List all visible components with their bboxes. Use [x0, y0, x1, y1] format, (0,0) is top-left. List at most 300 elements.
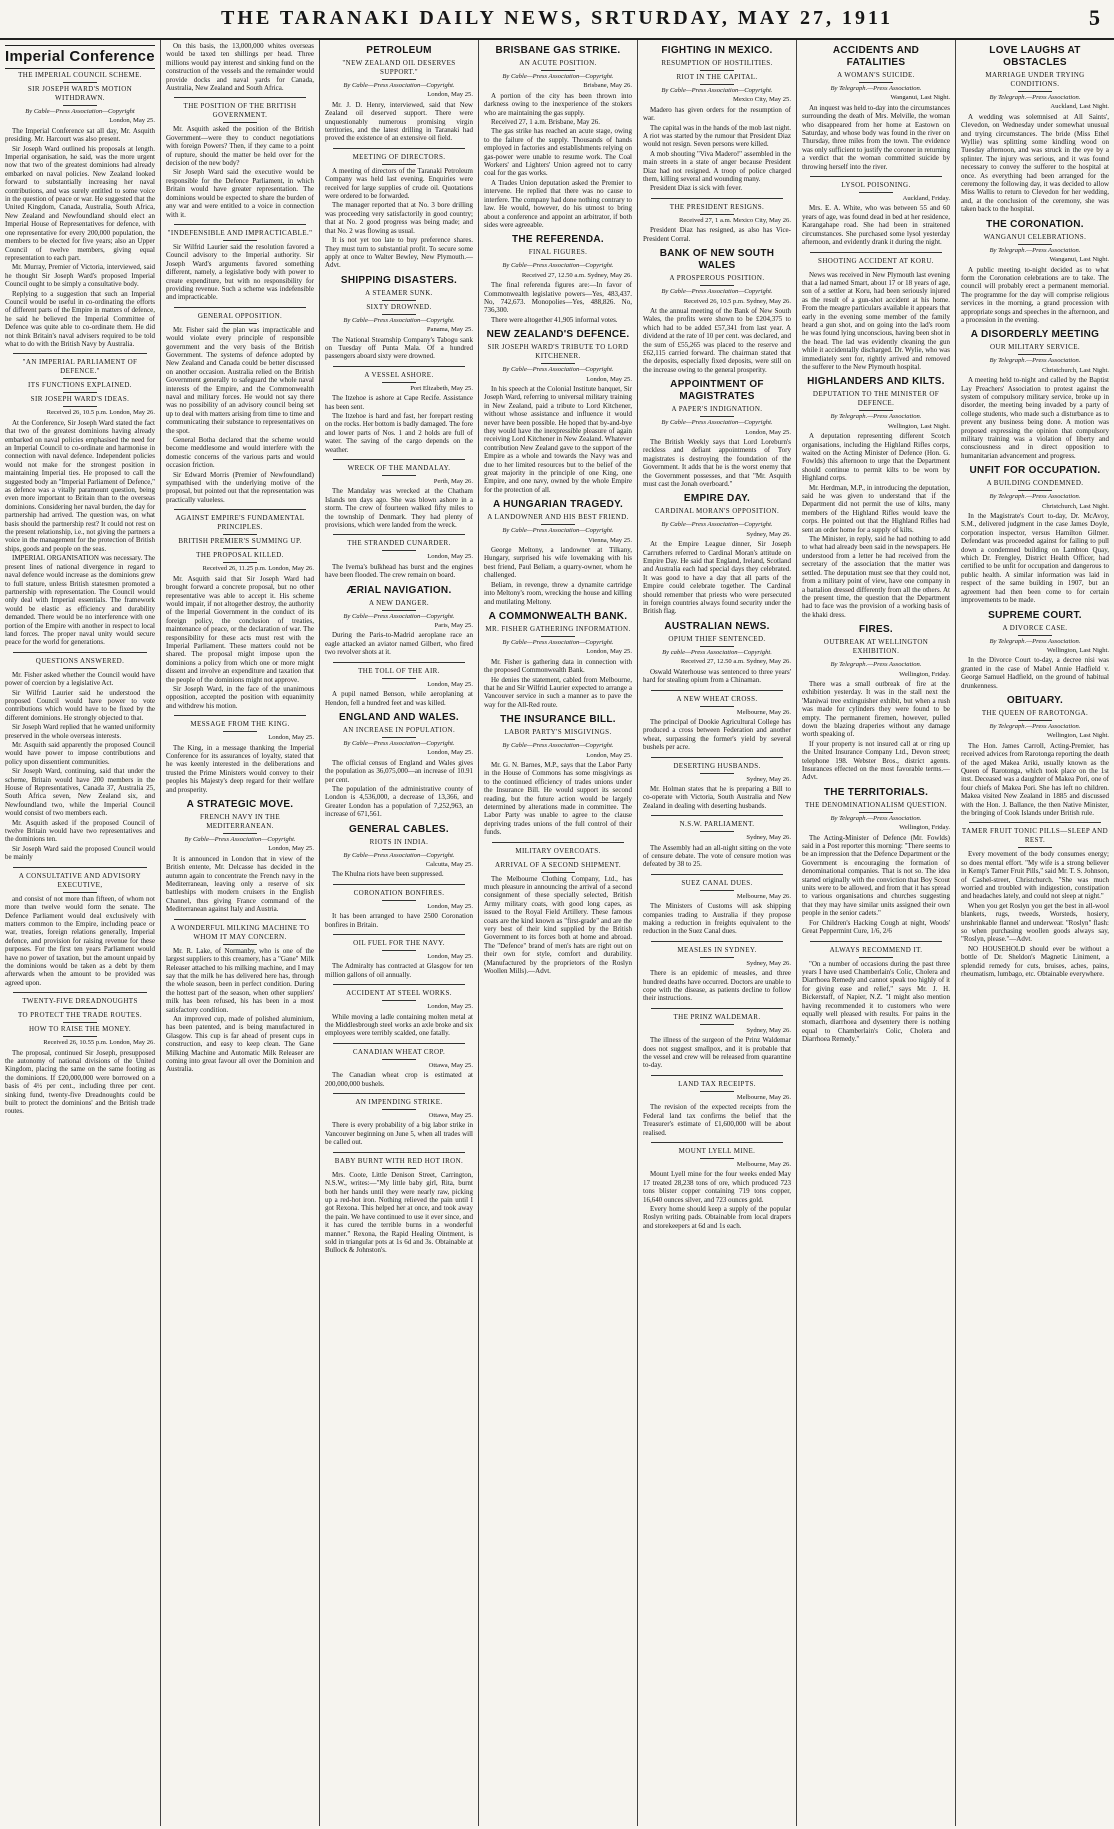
article-subheading: AN ACUTE POSITION. — [484, 59, 632, 71]
masthead — [0, 0, 1114, 40]
article-subheading: LABOR PARTY'S MISGIVINGS. — [484, 728, 632, 740]
article-dateline: Wanganui, Last Night. — [1049, 256, 1109, 264]
article-subheading: A NEW WHEAT CROSS. — [643, 695, 791, 707]
article-subheading: A STEAMER SUNK. — [325, 289, 473, 301]
article-headline: OBITUARY. — [1006, 694, 1064, 706]
article-headline: GENERAL CABLES. — [349, 823, 449, 835]
article-byline: By Telegraph.—Press Association. — [830, 814, 922, 822]
article-paragraph: "On a number of occasions during the past three years I have used Chamberlain's Colic, Cholera and Diarrhoea Remedy and cannot speak too highly of it for giving ease and relief," says Mr. J. H. Bickerstaff, of Napier, N.Z. "I might also mention having recommended it to customers who were equally well pleased with results. For pains in the stomach, diarrhoea and dysentery there is nothing equal to Chamberlain's Colic, Cholera and Diarrhoea Remedy." — [802, 959, 950, 1044]
article-subheading: THE IMPERIAL COUNCIL SCHEME. — [5, 71, 155, 83]
article-subheading: SIXTY DROWNED. — [325, 303, 473, 315]
article-paragraph: A deputation representing different Scotch organisations, including the Highland Rifles corps, waited on the Acting Minister of Defence (Hon. G. Fowlds) this afternoon to urge that the Department should continue to permit kilts to be worn by Highland corps. — [802, 432, 950, 483]
article-subheading: SIR JOSEPH WARD'S IDEAS. — [5, 395, 155, 407]
article-headline: BRISBANE GAS STRIKE. — [495, 45, 621, 56]
article-paragraph: The Itzehoe is hard and fast, her forepart resting on the rocks. Her bottom is badly damaged. The fore and lower parts of Nos. 1 and 2 holds are full of water. The saving of the cargo depends on the weather. — [325, 411, 473, 454]
article — [325, 662, 473, 707]
article — [961, 45, 1109, 214]
article-paragraph: Madero has given orders for the resumption of war. — [643, 105, 791, 123]
article-dateline: Melbourne, May 26. — [736, 892, 791, 900]
article-paragraph: Mr. Asquith asked if the proposed Council of twelve Britain would have two representatives and the dominions ten. — [5, 818, 155, 844]
article-paragraph: Sir Joseph Ward said the executive would be responsible for the Defence Parliament, in which Britain would have greater representation. The dominions would be expected to share the burden of any war and were entitled to a voice in connection with it. — [166, 168, 314, 219]
article-headline: A COMMONWEALTH BANK. — [488, 610, 628, 622]
article — [643, 493, 791, 615]
article-dateline: Wellington, Last Night. — [887, 422, 950, 430]
article — [166, 224, 314, 302]
article-dateline: Sydney, May 26. — [746, 775, 791, 783]
article — [643, 45, 791, 193]
article-subheading: THE POSITION OF THE BRITISH GOVERNMENT. — [166, 102, 314, 123]
article-byline: By Telegraph.—Press Association. — [989, 637, 1081, 645]
section-divider — [174, 97, 306, 98]
column-3 — [320, 42, 478, 1822]
article-dateline: Wanganui, Last Night. — [890, 94, 950, 102]
article-subheading: BRITISH PREMIER'S SUMMING UP. — [166, 537, 314, 549]
article-byline: By Telegraph.—Press Association. — [989, 94, 1081, 101]
article — [166, 42, 314, 92]
article — [166, 97, 314, 218]
article-paragraph: A meeting held to-night and called by the Baptist Lay Preachers' Association to protest against the system of compulsory military service, broke up in disorder, the meeting being invaded by a party of college students, who made such a disturbance as to prevent any business being done. A motion was proposed expressing the opinion that compulsory military training was a violation of liberty and consciousness and in direct opposition to humanitarian advancement and progress. — [961, 376, 1109, 460]
article-subheading: FRENCH NAVY IN THE MEDITERRANEAN. — [166, 813, 314, 834]
article-paragraph: An inquest was held to-day into the circumstances surrounding the death of Mrs. Melville, the woman who disappeared from her home at Eastown on Saturday, and whose body was found in the river on Thursday, three miles from the town. The evidence was only sufficient to justify the coroner in returning a verdict that the woman committed suicide by throwing herself into the river. — [802, 103, 951, 171]
article — [325, 1093, 473, 1147]
article-subheading: CANADIAN WHEAT CROP. — [325, 1048, 473, 1060]
column-7 — [956, 42, 1114, 1822]
article-paragraph: Mrs. E. A. White, who was between 55 and 60 years of age, was found dead in bed at her residence, Karangahape road. She had been in straitened circumstances. She purchased some lysol yesterday afternoon, and evidently drank it during the night. — [802, 204, 950, 247]
article-subheading: A BUILDING CONDEMNED. — [961, 479, 1109, 491]
article-paragraph: A pupil named Benson, while aeroplaning at Hendon, fell a hundred feet and was killed. — [325, 690, 473, 707]
article-dateline: Panama, May 25. — [426, 326, 473, 334]
article-paragraph: A Trades Union deputation asked the Premier to intervene. He replied that there was no cause to interfere. The company had done nothing contrary to law. He would, however, do his utmost to bring about a conference and appoint an arbitrator, if both sides were agreeable. — [484, 178, 632, 229]
article — [961, 219, 1109, 325]
article — [166, 799, 314, 914]
article-dateline: Sydney, May 26. — [746, 959, 791, 967]
article-dateline: Vienna, May 25. — [588, 536, 632, 544]
article-subheading: RIOTS IN INDIA. — [325, 838, 473, 850]
article-subheading: OPIUM THIEF SENTENCED. — [643, 635, 791, 647]
article-paragraph: Mount Lyell mine for the four weeks ended May 17 treated 28,238 tons of ore, which produced 723 tons blister copper containing 719 tons copper, 16,640 ounces silver, and 723 ounces gold. — [643, 1170, 791, 1204]
article — [961, 610, 1109, 690]
article-paragraph: An improved cup, made of polished aluminium, has been patented, and is being manufactured in Glasgow. This cup is far ahead of present cups in construction, and easy to keep clean. The Gane Milking Machine and Automatic Milk Releaser are coming into great favour all over the Dominion and Australia. — [166, 1014, 314, 1074]
article-subheading: TWENTY-FIVE DREADNOUGHTS — [5, 997, 155, 1009]
article-paragraph: The Assembly had an all-night sitting on the vote of censure debate. The vote of censure motion was defeated by 38 to 25. — [643, 843, 791, 869]
article-subheading: BABY BURNT WITH RED HOT IRON. — [325, 1157, 473, 1169]
article-dateline: Wellington, Last Night. — [1046, 732, 1109, 740]
article-subheading: SIR JOSEPH WARD'S TRIBUTE TO LORD KITCHENER. — [484, 343, 632, 364]
section-divider — [174, 224, 306, 225]
article-byline: By Cable—Press Association—Copyright. — [502, 73, 614, 80]
article-paragraph: The Hon. James Carroll, Acting-Premier, has received advices from Rarotonga reporting the death of the aged Makea Ariki, usually known as the Queen of Rarotonga, which took place on the 1st inst. Deceased was a daughter of Makea Pori, one of four chiefs of Makea Pori. She has left no children. Makea visited New Zealand in 1885 and discussed with the Hon. J. Ballance, the then Native Minister, the bringing of Cook Islands under British rule. — [961, 741, 1109, 817]
article-byline: By Telegraph.—Press Association. — [989, 357, 1081, 365]
article-dateline: Christchurch, Last Night. — [1041, 502, 1109, 510]
page-number: 5 — [1089, 5, 1100, 30]
article-paragraph: Sir Joseph Ward replied that he wanted uniformity preserved in the whole overseas interests. — [5, 723, 155, 740]
article-dateline: London, May 25. — [427, 749, 473, 757]
article-dateline: Calcutta, May 25. — [425, 860, 473, 868]
article-byline: By Cable—Press Association—Copyright. — [502, 262, 614, 270]
article-paragraph: At the Empire League dinner, Sir Joseph Carruthers referred to Cardinal Moran's attitude on Empire Day. He said that England, Ireland, Scotland and Australia each had special days they celebrated. It was good to have a day that all parts of the Empire could celebrate together. The Cardinal should remember that priests who were persecuted in foreign countries always found security under the British flag. — [643, 540, 791, 616]
article-paragraph: The Iverna's bulkhead has burst and the engines have been flooded. The crew remain on board. — [325, 562, 473, 580]
article — [643, 815, 791, 869]
article-headline: AUSTRALIAN NEWS. — [664, 620, 770, 632]
article-paragraph: The illness of the surgeon of the Prinz Waldemar does not suggest smallpox, and it is probable that the vessel and crew will be released from quarantine to-day. — [643, 1036, 791, 1070]
article-byline: By cable—Press Association—Copyright. — [662, 648, 772, 656]
article-paragraph: Oswald Waterhouse was sentenced to three years' hard for stealing opium from a Chinaman. — [643, 667, 791, 685]
article-paragraph: Mr. Asquith said that Sir Joseph Ward had brought forward a concrete proposal, but no other representative was able to accept it. His scheme would impair, if not altogether destroy, the authority of the Imperial Government in the conduct of its foreign policy, the conclusion of treaties, maintenance of peace, or the declaration of war. The responsibility for these acts must rest with the Imperial Parliament. These matters could not be shared. The proposal might impose upon the dominions a policy from which one or more might dissent and involve an expenditure and taxation that the people of the dominions might not approve. — [166, 574, 314, 684]
article-dateline: London, May 25. — [586, 648, 632, 656]
article-paragraph: The population of the administrative county of London is 4,536,000, a decrease of 13,366, and Greater London has a population of 7,252,963, an increase of 671,561. — [325, 784, 473, 819]
article-subheading: SUEZ CANAL DUES. — [643, 879, 791, 891]
section-divider — [651, 1008, 783, 1009]
article — [961, 465, 1109, 604]
article — [484, 842, 632, 976]
article — [802, 176, 950, 246]
article — [166, 919, 314, 1074]
article — [643, 941, 791, 1003]
column-4 — [479, 42, 637, 1822]
article — [643, 198, 791, 243]
article-subheading: AGAINST EMPIRE'S FUNDAMENTAL PRINCIPLES. — [166, 514, 314, 535]
article — [643, 1008, 791, 1070]
article-subheading: HOW TO RAISE THE MONEY. — [5, 1025, 155, 1037]
article-subheading: MILITARY OVERCOATS. — [484, 847, 632, 859]
article-paragraph: When you get Roslyn you get the best in all-wool blankets, rugs, tweeds, Worsteds, hosiery, unshrinkable flannel and underwear. "Roslyn" flash: so when purchasing woollen goods always say, "Roslyn, please."—Advt. — [961, 901, 1109, 944]
article — [643, 379, 791, 488]
article-subheading: A CONSULTATIVE AND ADVISORY EXECUTIVE, — [5, 872, 155, 893]
article — [325, 534, 473, 579]
article-headline: ÆRIAL NAVIGATION. — [346, 584, 452, 596]
article-paragraph: A portion of the city has been thrown into darkness owing to the inexperience of the stokers who are maintaining the gas supply. — [484, 91, 632, 117]
article — [325, 366, 473, 454]
article-paragraph: Mr. Murray, Premier of Victoria, interviewed, said he thought Sir Joseph Ward's proposed Imperial Council ought to be simply a consultative body. — [5, 263, 155, 289]
article-paragraph: Every home should keep a supply of the popular Roslyn writing pads. Obtainable from local drapers and storekeepers at 6d and 1s each. — [643, 1204, 791, 1230]
article — [166, 307, 314, 505]
article-dateline: Sydney, May 26. — [746, 834, 791, 842]
section-divider — [333, 459, 465, 460]
article — [325, 824, 473, 879]
article-headline: THE REFERENDA. — [512, 234, 604, 246]
article-paragraph: At the annual meeting of the Bank of New South Wales, the profits were shown to be £204,375 to which had to be added £57,341 from last year. A dividend at the rate of 10 per cent. was declared, and the sum of £55,265 was placed to the reserve and £62,115 carried forward. The chairman stated that the deposits, especially fixed deposits, were still on the increase owing to the general prosperity. — [643, 306, 791, 374]
article-subheading: ARRIVAL OF A SECOND SHIPMENT. — [484, 861, 632, 873]
article-subheading: FINAL FIGURES. — [484, 248, 632, 260]
article-byline: By Telegraph.—Press Association. — [989, 246, 1081, 254]
section-divider — [13, 867, 147, 868]
article-subheading: ALWAYS RECOMMEND IT. — [802, 946, 950, 958]
article-paragraph: Sir Wilfrid Laurier said the resolution favored a Council advisory to the Imperial authority. Sir Joseph Ward's arguments favored something different, namely, a legislative body with power to create expenditure, but with no responsibility for providing revenue. Such a scheme was indefensible and impracticable. — [166, 242, 314, 302]
article-headline: EMPIRE DAY. — [683, 493, 751, 505]
article-byline: By Telegraph.—Press Association. — [989, 722, 1081, 730]
article-headline: A STRATEGIC MOVE. — [186, 799, 294, 811]
article-dateline: Sydney, May 26. — [746, 530, 791, 538]
article-paragraph: Sir Joseph Ward said the proposed Council would be mainly — [5, 844, 155, 862]
section-divider — [651, 815, 783, 816]
article-headline: ENGLAND AND WALES. — [338, 711, 460, 723]
article-paragraph: A wedding was solemnised at All Saints', Clevedon, on Wednesday under somewhat unusual and trying circumstances. The bride (Miss Ethel Wyllie) was splitting some kindling wood on Tuesday afternoon, and was struck in the eye by a splinter. The injury was serious, and it was found necessary to convey the sufferer to the hospital at once. As everything had been arranged for the ceremony the following day, it was decided to allow Miss Wallis to return to Clevedon for her wedding, and, at the conclusion of the ceremony, she was taken back to the hospital. — [961, 112, 1109, 214]
article-subheading: AN INCREASE IN POPULATION. — [325, 726, 473, 738]
article-subheading: GENERAL OPPOSITION. — [166, 312, 314, 324]
article-dateline: Perth, May 26. — [433, 478, 473, 485]
article-paragraph: In the Magistrate's Court to-day, Dr. McAvoy, S.M., delivered judgment in the case James Doyle, corporation inspector, versus Hamilton Gilmer. Defendant was proceeded against for failing to pull down a condemned building on Lambton Quay, which Dr. Frengley, District Health Officer, had certified to be unfit for occupation and dangerous to public health. A similar information was laid in respect of the same building in 1907, but an agreement had then been come to for certain improvements to be made. — [961, 512, 1109, 605]
article — [802, 787, 950, 936]
section-divider — [651, 1142, 783, 1143]
article-paragraph: In his speech at the Colonial Institute banquet, Sir Joseph Ward, referring to universal military training in New Zealand, paid a tribute to Lord Kitchener, without whose assistance and influence it would never have been possible. He hoped that by-and-bye they would have the inexpressible pleasure of again receiving Lord Kitchener in New Zealand. Whatever contribution New Zealand gave to the support of the Empire as a whole and towards the Navy was and due to her limited resources but to the belief of the great majority in the principle of one King, one Empire, and one navy, owned by the whole Empire for the protection of all. — [484, 384, 632, 494]
article-paragraph: Mr. Fisher is gathering data in connection with the proposed Commonwealth Bank. — [484, 657, 632, 675]
article-subheading: THE TOLL OF THE AIR. — [325, 667, 473, 679]
article-paragraph: NO HOUSEHOLD should ever be without a bottle of Dr. Sheldon's Magnetic Liniment, a splendid remedy for cuts, bruises, aches, pains, rheumatism, lumbago, etc. Obtainable everywhere. — [961, 944, 1109, 979]
article-paragraph: He denies the statement, cabled from Melbourne, that he and Sir Wilfrid Laurier expected to arrange a Vancouver service in such a manner as to pave the way for the All-Red route. — [484, 675, 632, 709]
article-dateline: Ottawa, May 25. — [428, 1061, 473, 1069]
article-dateline: Port Elizabeth, May 25. — [410, 384, 473, 392]
article-paragraph: Sir Joseph Ward outlined his proposals at length. Imperial organisation, he said, was the more urgent now that two of the greatest dominions had already embarked on naval policies. New Zealand looked forward to substantially increasing her naval contributions, and was surely entitled to some voice in the question of peace or war. He suggested that the United Kingdom, Canada, Australia, South Africa, New Zealand and Newfoundland should elect an Imperial House of Representatives for defence, with one representative for every 200,000 population, the members to be elected for five years; also an Upper Council of twelve members, giving equal representation to each part. — [5, 144, 155, 262]
article-dateline: Melbourne, May 26. — [736, 708, 791, 716]
article-dateline: London, May 25. — [427, 902, 473, 910]
article-paragraph: Mrs. Coote, Little Denison Street, Carrington, N.S.W., writes:—"My little baby girl, Rita, burnt both her hands until they were nearly raw, picking up a red-hot iron. Nothing relieved the pain until I got Rexona. This helped her at once, and took away the pain. We have continued to use it ever since, and it has cured the terrible burns in a wonderful manner." Rexona, the Rapid Healing Ointment, is sold in triangular pots at 1s 6d and 3s. Obtainable at Bullock & Johnston's. — [325, 1170, 473, 1255]
article-paragraph: Received 27, 1 a.m. Brisbane, May 26. — [491, 118, 601, 127]
article-subheading: CORONATION BONFIRES. — [325, 889, 473, 901]
article-byline: By Cable—Press Association—Copyright. — [661, 419, 773, 427]
article — [802, 45, 950, 171]
article-headline: FIRES. — [858, 624, 894, 636]
article-subheading: AN IMPENDING STRIKE. — [325, 1098, 473, 1110]
article-paragraph: On this basis, the 13,000,000 whites overseas would be taxed ten shillings per head. Three millions would pay interest and sinking fund on the construction of the vessels and the remainder would provide docks and naval yards for Canada, Australia, New Zealand and South Africa. — [166, 42, 314, 93]
article-dateline: Auckland, Friday. — [902, 195, 950, 203]
article-byline: By Cable—Press Association—Copyright. — [184, 836, 296, 844]
article-dateline: Received 26, 11.25 p.m. London, May 26. — [202, 565, 314, 573]
article-byline: By Telegraph.—Press Association. — [830, 661, 922, 669]
article-paragraph: The manager reported that at No. 3 bore drilling was proceeding very satisfactorily in good country; that at No. 2 good progress was being made; and that No. 2 was flowing as usual. — [325, 201, 473, 235]
article — [484, 499, 632, 606]
article-dateline: London, May 25. — [427, 680, 473, 688]
article-paragraph: Mr. Herdman, M.P., in introducing the deputation, said he was given to understand that if the Department did not permit the use of kilts, many members of the Highland Rifles would leave the corps. He pointed out that the Highland Rifles had sent an order home for a supply of kilts. — [802, 483, 950, 534]
section-divider — [333, 1152, 465, 1153]
section-divider — [651, 198, 783, 199]
article-subheading: OUTBREAK AT WELLINGTON EXHIBITION. — [802, 638, 950, 659]
article-paragraph: Sir Wilfrid Laurier said he understood the proposed Council would have power to vote contributions which would have to be fixed by the different dominions. He strongly objected to that. — [5, 688, 155, 722]
article-subheading: A PAPER'S INDIGNATION. — [643, 405, 791, 417]
article-paragraph: The Melbourne Clothing Company, Ltd., has much pleasure in announcing the arrival of a second consignment of these specially selected, British Army military coats, with good long capes, as issued to the Royal Field Artillery. These famous coats are the kind known as "first-grade" and are the very best of their kind supplied by the British Government to its forces both at home and abroad. The "Defence" brand of men's hats are right out on their own for style, comfort and durability. (Manufactured by the proprietors of the Roslyn Woollen Mills).—Advt. — [484, 874, 632, 976]
article-headline: THE INSURANCE BILL. — [500, 714, 616, 726]
article — [961, 822, 1109, 978]
article-dateline: Wellington, Friday. — [899, 670, 950, 678]
article-byline: By Cable—Press Association—Copyright. — [502, 742, 614, 750]
article-subheading: MARRIAGE UNDER TRYING CONDITIONS. — [961, 71, 1109, 92]
section-divider — [13, 652, 147, 653]
article — [325, 934, 473, 979]
section-divider — [810, 941, 942, 942]
article — [325, 984, 473, 1038]
article-paragraph: Mr. Asquith said apparently the proposed Council would have power to impose contributions and policy upon dissentient communities. — [5, 741, 155, 766]
article-paragraph: A public meeting to-night decided as to what form the Coronation celebrations are to take. The council will probably erect a permanent memorial. The programme for the day will comprise religious services in the morning, a grand procession with appropriate songs and speeches in the afternoon, and a procession in the evening. — [961, 265, 1109, 324]
article-paragraph: A mob shouting "Viva Madero!" assembled in the main streets in a state of anger because President Diaz had not resigned. A troop of police charged them, killing several and wounding many. — [643, 149, 791, 184]
article-subheading: "INDEFENSIBLE AND IMPRACTICABLE." — [166, 229, 314, 241]
article-paragraph: It is announced in London that in view of the British entente, Mr. Delcasse has decided in the autumn again to concentrate the French navy in the Mediterranean, leaving only a reserve of six battleships with modern cruisers in the English Channel, thus giving France command of the Mediterranean against Italy and Austria. — [166, 854, 314, 914]
article-paragraph: The Mandalay was wrecked at the Chatham Islands ten days ago. She was blown ashore in a storm. The crew of fourteen walked fifty miles to the township of Denmark. They had plenty of provisions, which were landed from the wreck. — [325, 487, 473, 530]
article-paragraph: Every movement of the body consumes energy; so does mental effort. "My wife is a strong believer in Kemp's Tamer Fruit Pills," said Mr. T. S. Johnson, of Cashel-street, Christchurch. "She was much worried and troubled with indigestion, constipation and headaches lately, and could not sleep at night." — [961, 850, 1109, 901]
article-byline: By Cable—Press Association—Copyright — [25, 108, 135, 115]
article-byline: By Cable—Press Association—Copyright. — [661, 87, 773, 94]
article-paragraph: The Khulna riots have been suppressed. — [332, 870, 444, 879]
article-subheading: "NEW ZEALAND OIL DESERVES SUPPORT." — [325, 59, 473, 80]
article-subheading: MESSAGE FROM THE KING. — [166, 720, 314, 732]
section-divider — [333, 366, 465, 367]
section-divider — [651, 874, 783, 875]
article-subheading: THE PRESIDENT RESIGNS. — [643, 203, 791, 215]
section-divider — [492, 842, 624, 843]
article — [643, 1075, 791, 1137]
article-byline: By Cable—Press Association—Copyright. — [502, 527, 614, 535]
article-subheading: A WONDERFUL MILKING MACHINE TO WHOM IT MAY CONCERN. — [166, 924, 314, 945]
article-headline: UNFIT FOR OCCUPATION. — [969, 465, 1101, 477]
article — [325, 884, 473, 929]
article-byline: By Telegraph.—Press Association. — [830, 85, 922, 92]
article-subheading: THE STRANDED CUNARDER. — [325, 539, 473, 551]
article-subheading: ITS FUNCTIONS EXPLAINED. — [5, 381, 155, 393]
article-subheading: OUR MILITARY SERVICE. — [961, 343, 1109, 355]
article-headline: LOVE LAUGHS AT OBSTACLES — [989, 45, 1081, 68]
article — [643, 690, 791, 752]
article-dateline: London, May 25. — [427, 553, 473, 561]
article-subheading: MR. FISHER GATHERING INFORMATION. — [484, 625, 632, 637]
article-headline: SUPREME COURT. — [988, 609, 1082, 621]
article-paragraph: The King, in a message thanking the Imperial Conference for its assurances of loyalty, stated that he was keenly interested in the deliberations and trusted the Prime Ministers would convey to their peoples his Majesty's deep regard for their welfare and prosperity. — [166, 743, 314, 794]
article — [484, 45, 632, 229]
column-5 — [638, 42, 796, 1822]
article — [5, 652, 155, 862]
article-subheading: RESUMPTION OF HOSTILITIES. — [643, 59, 791, 71]
article-paragraph: The final referenda figures are:—In favor of Commonwealth legislative powers—Yes, 483,437. No, 742,673. Monopolies—Yes, 488,826. No, 736,300. — [484, 281, 632, 315]
article — [325, 45, 473, 143]
article — [802, 252, 950, 372]
article-paragraph: Mr. R. Lake, of Normanby, who is one of the largest suppliers to this creamery, has a "Gane" Milk Releaser attached to his milking machine, and I may say that the milk he has delivered here has, through the whole season, been in perfect condition. During the hottest part of the season, when other suppliers' milk has been refused, his has been in a most satisfactory condition. — [166, 946, 314, 1014]
article-paragraph: The British Weekly says that Lord Loreburn's reckless and defiant appointments of Tory magistrates is destroying the foundation of the Government. It adds that he is the worst enemy that the Government possesses, and that "Mr. Asquith must cast the Jonah overboard." — [643, 437, 791, 488]
article — [325, 1043, 473, 1088]
article-subheading: TO PROTECT THE TRADE ROUTES. — [5, 1011, 155, 1023]
article-paragraph: Mr. Asquith asked the position of the British Government—were they to conduct negotiations with foreign Powers? Then, if they came to a point of rupture, should the matter be held over for the decision of the new body? — [166, 125, 314, 168]
column-6 — [797, 42, 955, 1822]
article-subheading: CARDINAL MORAN'S OPPOSITION. — [643, 507, 791, 519]
article-subheading: LAND TAX RECEIPTS. — [643, 1080, 791, 1092]
article-paragraph: There is every probability of a big labor strike in Vancouver beginning on June 5, when all trades will be called out. — [325, 1121, 473, 1147]
article-byline: By Telegraph.—Press Association. — [989, 493, 1081, 501]
article-byline: By Cable—Press Association—Copyright. — [661, 521, 773, 529]
section-divider — [174, 307, 306, 308]
article-paragraph: Sir Edward Morris (Premier of Newfoundland) sympathised with the underlying motive of the proposal, but pointed out that the representation was practically valueless. — [166, 470, 314, 504]
article — [325, 148, 473, 270]
article-headline: THE TERRITORIALS. — [823, 786, 929, 798]
section-divider — [333, 1043, 465, 1044]
article-paragraph: News was received in New Plymouth last evening that a lad named Smart, about 17 or 18 years of age, son of a settler at Koru, had been seriously injured as the result of a gun-shot accident at his home. From the meagre particulars available it appears that early in the evening some member of the family heard a gun shot, and on going into the lad's room he was found lying unconscious, having been shot in the head. The lad was evidently cleaning the gun while it accidentally discharged. Dr. Wylie, who was immediately sent for, rightly arrived and removed the sufferer to the New Plymouth hospital. — [802, 270, 950, 371]
article-paragraph: and consist of not more than fifteen, of whom not more than twelve would form the senate. The Defence Parliament would deal exclusively with matters common to the Empire, including peace or war, treaties, foreign relations generally, Imperial defence, and provision for raising revenue for these purposes. For the first ten years Parliament would have no power of taxation, but the amount unpaid by the dominions would be taken as a debt by them afterwards when the amount to be provided was agreed upon. — [5, 894, 155, 987]
article-paragraph: In the Divorce Court to-day, a decree nisi was granted in the case of Mabel Annie Hadfield v. George Samuel Hadfield, on the ground of habitual drunkenness. — [961, 656, 1109, 690]
masthead-title: THE TARANAKI DAILY NEWS, SRTURDAY, MAY 27, 1911 — [221, 7, 893, 29]
article-dateline: Melbourne, May 26. — [736, 1093, 791, 1101]
article-paragraph: The revision of the expected receipts from the Federal land tax confirms the belief that the Treasurer's estimate of £1,600,000 will be about realised. — [643, 1103, 791, 1137]
article-dateline: Melbourne, May 26. — [736, 1160, 791, 1168]
section-divider — [333, 148, 465, 149]
section-divider — [13, 992, 147, 993]
article-dateline: London, May 25. — [109, 117, 155, 125]
article-dateline: Mexico City, May 25. — [733, 96, 791, 104]
article — [325, 459, 473, 529]
article-byline: By Telegraph.—Press Association. — [830, 413, 922, 421]
article-paragraph: The Ministers of Customs will ask shipping companies trading to Australia if they propose making a reduction in freights equivalent to the reduction in the Suez Canal dues. — [643, 902, 791, 936]
article-subheading: MEASLES IN SYDNEY. — [643, 946, 791, 958]
article — [802, 376, 950, 619]
article-paragraph: President Diaz is sick with fever. — [650, 184, 743, 193]
article-paragraph: There was a small outbreak of fire at the exhibition yesterday. It was in the stall next the 'Maniwai tree extinguisher exhibit, but when a rush was made for cylinders they were found to be empty. The permanent firemen, however, pulled down the blazing draperies without any damage worth speaking of. — [802, 679, 950, 739]
article-headline: ACCIDENTS AND FATALITIES — [832, 45, 920, 68]
article — [961, 695, 1109, 817]
section-divider — [651, 757, 783, 758]
section-divider — [13, 353, 147, 354]
article-headline: FIGHTING IN MEXICO. — [661, 45, 773, 56]
article-headline: BANK OF NEW SOUTH WALES — [659, 248, 775, 272]
section-divider — [810, 176, 942, 177]
article — [484, 234, 632, 324]
section-divider — [174, 509, 306, 510]
article-subheading: THE QUEEN OF RAROTONGA. — [961, 709, 1109, 721]
article-subheading: SHOOTING ACCIDENT AT KORU. — [802, 257, 950, 269]
section-divider — [969, 822, 1101, 823]
article-subheading: A PROSPEROUS POSITION. — [643, 274, 791, 286]
article-paragraph: While moving a ladle containing molten metal at the Middlesbrough steel works an axle broke and six employees were terribly scalded, one fatally. — [325, 1012, 473, 1038]
article-byline: By Cable—Press Association—Copyright. — [502, 638, 614, 646]
article-subheading: N.S.W. PARLIAMENT. — [643, 820, 791, 832]
article-paragraph: The National Steamship Company's Tabogu sank on Tuesday off Punta Mala. Of a hundred passengers aboard sixty were drowned. — [325, 335, 473, 361]
article-subheading: A WOMAN'S SUICIDE. — [802, 71, 950, 83]
article-subheading: A LANDOWNER AND HIS BEST FRIEND. — [484, 513, 632, 525]
article-dateline: Received 26, 10.5 p.m. London, May 26. — [46, 409, 155, 417]
article-paragraph: The gas strike has reached an acute stage, owing to the failure of the supply. Thousands of hands employed in factories and establishments relying on gas-power were unable to resume work. The Coal Workers' and Lighters' Union agreed not to carry coal for the gas works. — [484, 127, 632, 178]
article-paragraph: Replying to a suggestion that such an Imperial Council would be useful in co-ordinating the efforts of different parts of the Empire in matters of defence, he said he believed the Imperial Committee of Defence was quite able to co-ordinate them. He did not think Britain's naval advisers required to be told what to do with the British Navy by Australia. — [5, 289, 155, 348]
article-subheading: MEETING OF DIRECTORS. — [325, 153, 473, 165]
article-byline: By Cable—Press Association—Copyright. — [343, 612, 455, 620]
section-divider — [651, 690, 783, 691]
article-paragraph: The Acting-Minister of Defence (Mr. Fowlds) said in a Post reporter this morning: "There seems to be an impression that the Defence Department or the Government is encouraging the formation of denominational companies. That is not so. The idea started originally with the conviction that Boy Scout units were to be allowed, and from that it has spread to various organisations and churches suggesting that they may have similar units assigned their own people in the senior cadets." — [802, 833, 950, 918]
article — [643, 1142, 791, 1230]
article-paragraph: Sir Joseph Ward, in the face of the unanimous opposition, accepted the position with equanimity and withdrew his motion. — [166, 684, 314, 710]
article-headline: Imperial Conference — [5, 45, 155, 69]
article-dateline: Paris, May 25. — [434, 622, 473, 630]
article-headline: HIGHLANDERS AND KILTS. — [807, 376, 945, 388]
article — [5, 353, 155, 646]
article-paragraph: There is an epidemic of measles, and three hundred deaths have occurred. Doctors are unable to cope with the disease, as patients decline to follow their instructions. — [643, 969, 791, 1003]
article — [643, 248, 791, 374]
article-paragraph: There were altogether 41,905 informal votes. — [491, 315, 618, 324]
article-paragraph: Mr. Fisher said the plan was impracticable and would violate every principle of responsible government and the very basis of the British Government. The systems of defence adopted by New Zealand and Canada could be better discussed on another occasion. Australia relied on the British Government generally to safeguard the whole naval interests of the Empire, and the Commonwealth naval and military forces. He would not say there was no possibility of an advisory council being set up to deal with matters arising from time to time and communicating their substance to representatives on the spot. — [166, 325, 314, 435]
article-dateline: London, May 25. — [427, 953, 473, 960]
article-paragraph: The proposal, continued Sir Joseph, presupposed the autonomy of national divisions of the United Kingdom, placing the same on the same footing as the dominions. If £20,000,000 were borrowed on a basis of 4½ per cent., including three per cent. sinking fund, twenty-five Dreadnoughts could be built to protect the dominions' and the British trade routes. — [5, 1048, 155, 1116]
article-paragraph: During the Paris-to-Madrid aeroplane race an eagle attacked an aviator named Gilbert, who fired two revolver shots at it. — [325, 631, 473, 657]
section-divider — [651, 1075, 783, 1076]
section-divider — [333, 884, 465, 885]
article-subheading: A NEW DANGER. — [325, 599, 473, 611]
section-divider — [333, 534, 465, 535]
article — [166, 509, 314, 710]
article-headline: APPOINTMENT OF MAGISTRATES — [670, 379, 764, 403]
article-dateline: Received 27, 12.50 a.m. Sydney, May 26. — [680, 658, 791, 666]
article-headline: NEW ZEALAND'S DEFENCE. — [486, 329, 630, 341]
article-dateline: Auckland, Last Night. — [1050, 103, 1109, 111]
article-dateline: Ottawa, May 25. — [428, 1112, 473, 1120]
article-paragraph: The Imperial Conference sat all day, Mr. Asquith presiding. Mr. Harcourt was also present. — [5, 126, 155, 144]
article — [802, 624, 950, 782]
article-subheading: THE DENOMINATIONALISM QUESTION. — [802, 801, 950, 813]
article-subheading: SIR JOSEPH WARD'S MOTION WITHDRAWN. — [5, 85, 155, 106]
article — [643, 757, 791, 811]
article-byline: By Cable—Press Association—Copyright. — [343, 316, 455, 324]
column-2 — [161, 42, 319, 1822]
article-paragraph: It has been arranged to have 2500 Coronation bonfires in Britain. — [325, 912, 473, 929]
